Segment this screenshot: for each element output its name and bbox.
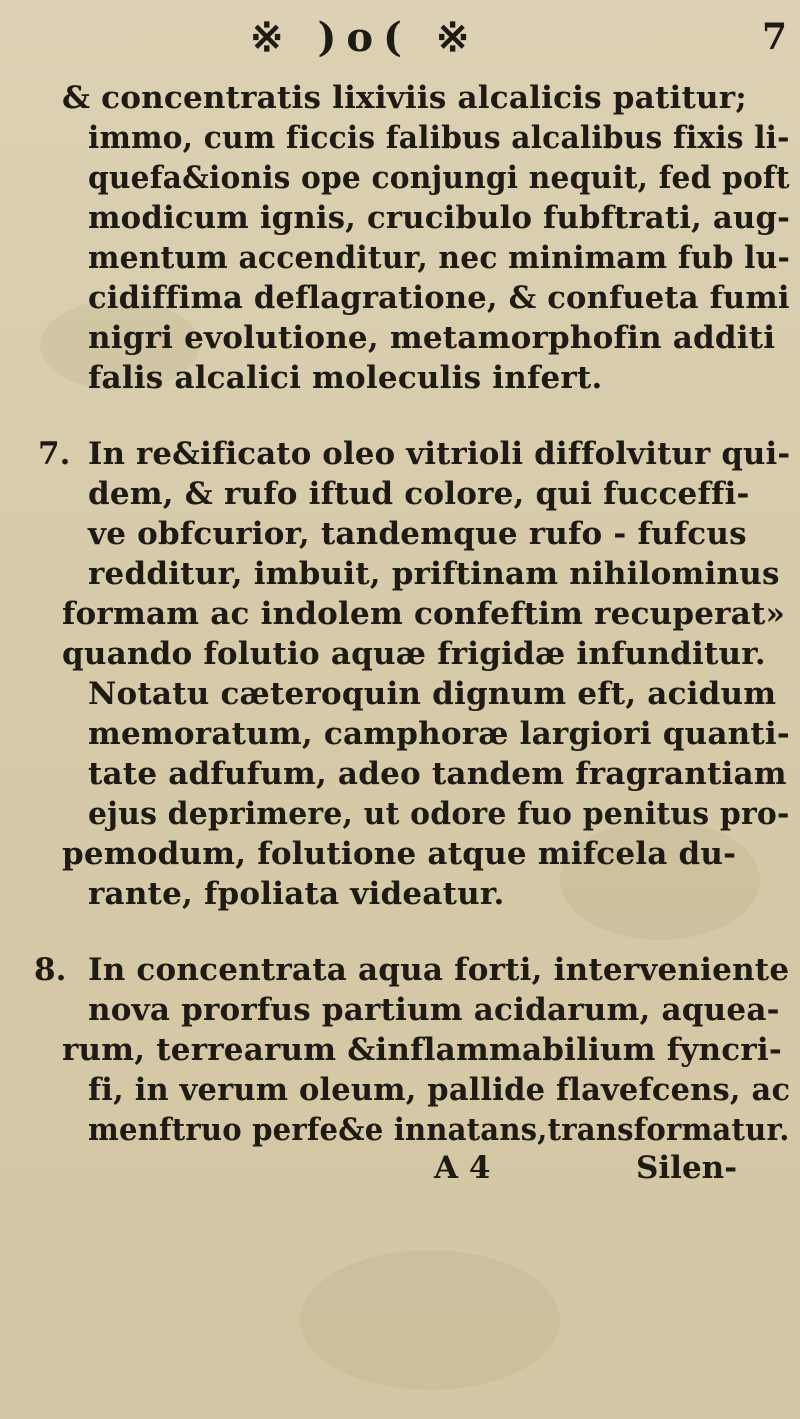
text-line: tate adfufum, adeo tandem fragrantiam: [88, 756, 787, 792]
catchword: Silen-: [636, 1150, 738, 1186]
text-line: immo, cum ficcis falibus alcalibus fixis li-: [88, 120, 790, 156]
paper-stain: [300, 1250, 560, 1390]
signature-mark: A 4: [434, 1150, 491, 1186]
text-line: rante, fpoliata videatur.: [88, 876, 505, 912]
text-line: & concentratis lixiviis alcalicis patitur;: [62, 80, 747, 116]
text-line: cidiffima deflagratione, & confueta fumi: [88, 280, 790, 316]
text-line: quefa&ionis ope conjungi nequit, fed poft: [88, 160, 790, 196]
text-line: falis alcalici moleculis infert.: [88, 360, 603, 396]
text-line: rum, terrearum &inflammabilium fyncri-: [62, 1032, 782, 1068]
text-line: dem, & rufo iftud colore, qui fucceffi-: [88, 476, 750, 512]
text-line: mentum accenditur, nec minimam fub lu-: [88, 240, 791, 276]
text-line: In re&ificato oleo vitrioli diffolvitur qui-: [88, 436, 791, 472]
text-line: ve obfcurior, tandemque rufo - fufcus: [88, 516, 747, 552]
text-line: memoratum, camphoræ largiori quanti-: [88, 716, 790, 752]
text-line: quando folutio aquæ frigidæ infunditur.: [62, 636, 766, 672]
text-line: formam ac indolem confeftim recuperat»: [62, 596, 786, 632]
text-line: nova prorfus partium acidarum, aquea-: [88, 992, 780, 1028]
text-line: fi, in verum oleum, pallide flavefcens, ac: [88, 1072, 791, 1108]
text-line: Notatu cæteroquin dignum eft, acidum: [88, 676, 777, 712]
text-line: In concentrata aqua forti, interveniente: [88, 952, 790, 988]
text-line: pemodum, folutione atque mifcela du-: [62, 836, 737, 872]
paragraph-number: 8.: [34, 952, 67, 988]
page-number: 7: [762, 16, 788, 58]
text-line: menftruo perfe&e innatans,transformatur.: [88, 1112, 790, 1148]
paragraph-number: 7.: [38, 436, 71, 472]
text-line: modicum ignis, crucibulo fubftrati, aug-: [88, 200, 791, 236]
text-line: ejus deprimere, ut odore fuo penitus pro-: [88, 796, 790, 832]
header-ornament: ※ )o( ※: [250, 14, 480, 61]
text-line: redditur, imbuit, priftinam nihilominus: [88, 556, 780, 592]
running-header: [0, 14, 800, 62]
text-line: nigri evolutione, metamorphofin additi: [88, 320, 776, 356]
